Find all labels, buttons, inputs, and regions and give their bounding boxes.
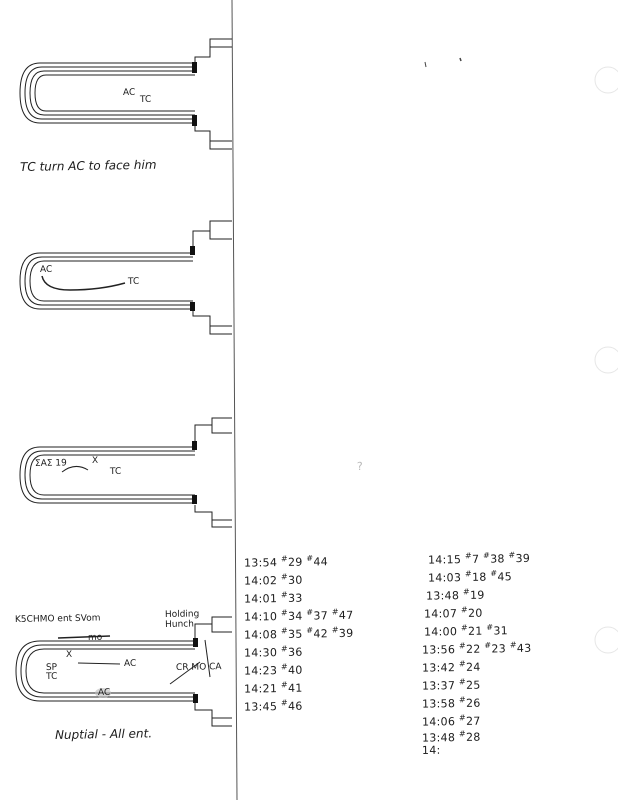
time-log-right-row: 13:48 #28	[421, 729, 481, 745]
time-log-left-row: 14:30 #36	[243, 644, 303, 660]
time-value: 13:37	[421, 679, 456, 693]
id-value: 22	[465, 642, 481, 656]
punch-hole-bottom	[595, 627, 618, 653]
id-value: 37	[313, 609, 329, 623]
time-log-right-row: 13:48 #19	[425, 587, 485, 603]
time-log-left-row: 14:02 #30	[243, 572, 303, 588]
diagram4-caption: Nuptial - All ent.	[54, 726, 153, 742]
id-value: 28	[465, 730, 481, 744]
time-log-right-row: 14:03 #18 #45	[427, 568, 513, 585]
tank-diagram-4	[0, 615, 240, 735]
time-log-right-row: 13:37 #25	[421, 677, 481, 693]
diagram4-label-mo: mo	[87, 632, 103, 643]
time-value: 14:08	[243, 628, 278, 642]
diagram4-top-note: K5CHMO ent SVom	[14, 613, 101, 625]
time-log-left-row: 13:54 #29 #44	[243, 553, 329, 570]
time-value: 13:48	[425, 589, 460, 603]
id-value: 23	[491, 642, 507, 656]
time-value: 14:07	[423, 607, 458, 621]
id-value: 20	[467, 606, 483, 620]
id-value: 18	[471, 570, 487, 584]
id-value: 24	[465, 660, 481, 674]
punch-hole-middle	[595, 347, 618, 373]
punch-hole-top	[595, 67, 618, 93]
time-log-right-row: 14:15 #7 #38 #39	[427, 550, 531, 567]
diagram3-label-sigma: ΣAΣ 19	[34, 458, 67, 469]
id-value: 21	[467, 624, 483, 638]
diagram3-label-x: X	[91, 455, 99, 466]
time-log-right-row: 13:58 #26	[421, 695, 481, 711]
time-value: 14:02	[243, 574, 278, 588]
time-log-left-row: 13:45 #46	[243, 698, 303, 714]
time-log-left-row: 14:01 #33	[243, 590, 303, 606]
id-value: 27	[465, 714, 481, 728]
diagram4-label-sp-tc: SP TC	[45, 662, 58, 682]
id-value: 25	[465, 678, 481, 692]
time-value: 14:21	[243, 682, 278, 696]
time-log-left-row: 14:10 #34 #37 #47	[243, 607, 354, 624]
time-value: 13:58	[421, 697, 456, 711]
id-value: 39	[515, 551, 531, 566]
stray-mark	[460, 58, 461, 61]
time-value: 14:	[421, 743, 441, 757]
id-value: 30	[287, 573, 303, 587]
time-log-right-row: 13:56 #22 #23 #43	[421, 640, 532, 657]
id-value: 7	[471, 552, 480, 566]
id-value: 46	[287, 699, 303, 713]
diagram1-label-tc: TC	[139, 94, 152, 105]
time-log-right-row: 14:06 #27	[421, 713, 481, 729]
time-value: 13:54	[243, 556, 278, 570]
diagram2-label-tc: TC	[127, 276, 140, 287]
id-value: 26	[465, 696, 481, 710]
diagram4-label-x: X	[65, 649, 73, 660]
time-value: 13:42	[421, 661, 456, 675]
diagram1-caption: TC turn AC to face him	[19, 157, 157, 174]
id-value: 33	[287, 591, 303, 605]
id-value: 39	[338, 626, 354, 640]
time-value: 14:23	[243, 664, 278, 678]
id-value: 31	[493, 624, 509, 638]
id-value: 45	[497, 570, 513, 584]
time-value: 14:01	[243, 592, 278, 606]
id-value: 35	[287, 627, 303, 641]
time-value: 14:00	[423, 625, 458, 639]
diagram1-label-ac: AC	[122, 87, 136, 98]
diagram4-label-ac2: AC	[97, 687, 111, 698]
diagram4-label-cr-mo-ca: CR MO CA	[175, 662, 222, 673]
time-value: 14:06	[421, 715, 456, 729]
time-value: 14:30	[243, 646, 278, 660]
id-value: 19	[469, 588, 485, 602]
time-value: 14:15	[427, 553, 462, 567]
id-value: 44	[313, 555, 329, 569]
center-question-mark: ?	[356, 459, 363, 473]
time-value: 14:03	[427, 571, 462, 585]
id-value: 47	[338, 608, 354, 622]
time-log-left-row: 14:08 #35 #42 #39	[243, 625, 354, 642]
time-value: 14:10	[243, 610, 278, 624]
diagram4-side-note: Holding Hunch	[164, 609, 200, 630]
time-log-left-row: 14:23 #40	[243, 662, 303, 678]
time-log-right-row: 13:42 #24	[421, 659, 481, 675]
diagram2-label-ac: AC	[39, 264, 53, 275]
time-value: 13:48	[421, 731, 456, 745]
time-value: 13:56	[421, 643, 456, 657]
time-log-right-row: 14:07 #20	[423, 605, 483, 621]
stray-mark	[425, 62, 426, 67]
diagram3-label-tc: TC	[109, 466, 122, 477]
id-value: 38	[490, 552, 505, 566]
id-value: 41	[287, 681, 303, 695]
diagram4-label-ac1: AC	[123, 658, 137, 669]
id-value: 43	[516, 641, 532, 655]
tank-diagram-2	[0, 220, 240, 350]
id-value: 42	[313, 627, 329, 641]
time-log-left-row: 14:21 #41	[243, 680, 303, 696]
time-value: 13:45	[243, 700, 278, 714]
time-log-right-row: 14:00 #21 #31	[423, 622, 509, 639]
id-value: 34	[287, 609, 303, 623]
id-value: 40	[287, 663, 303, 677]
id-value: 29	[287, 555, 303, 569]
id-value: 36	[287, 645, 303, 659]
time-log-right-row	[422, 744, 441, 757]
